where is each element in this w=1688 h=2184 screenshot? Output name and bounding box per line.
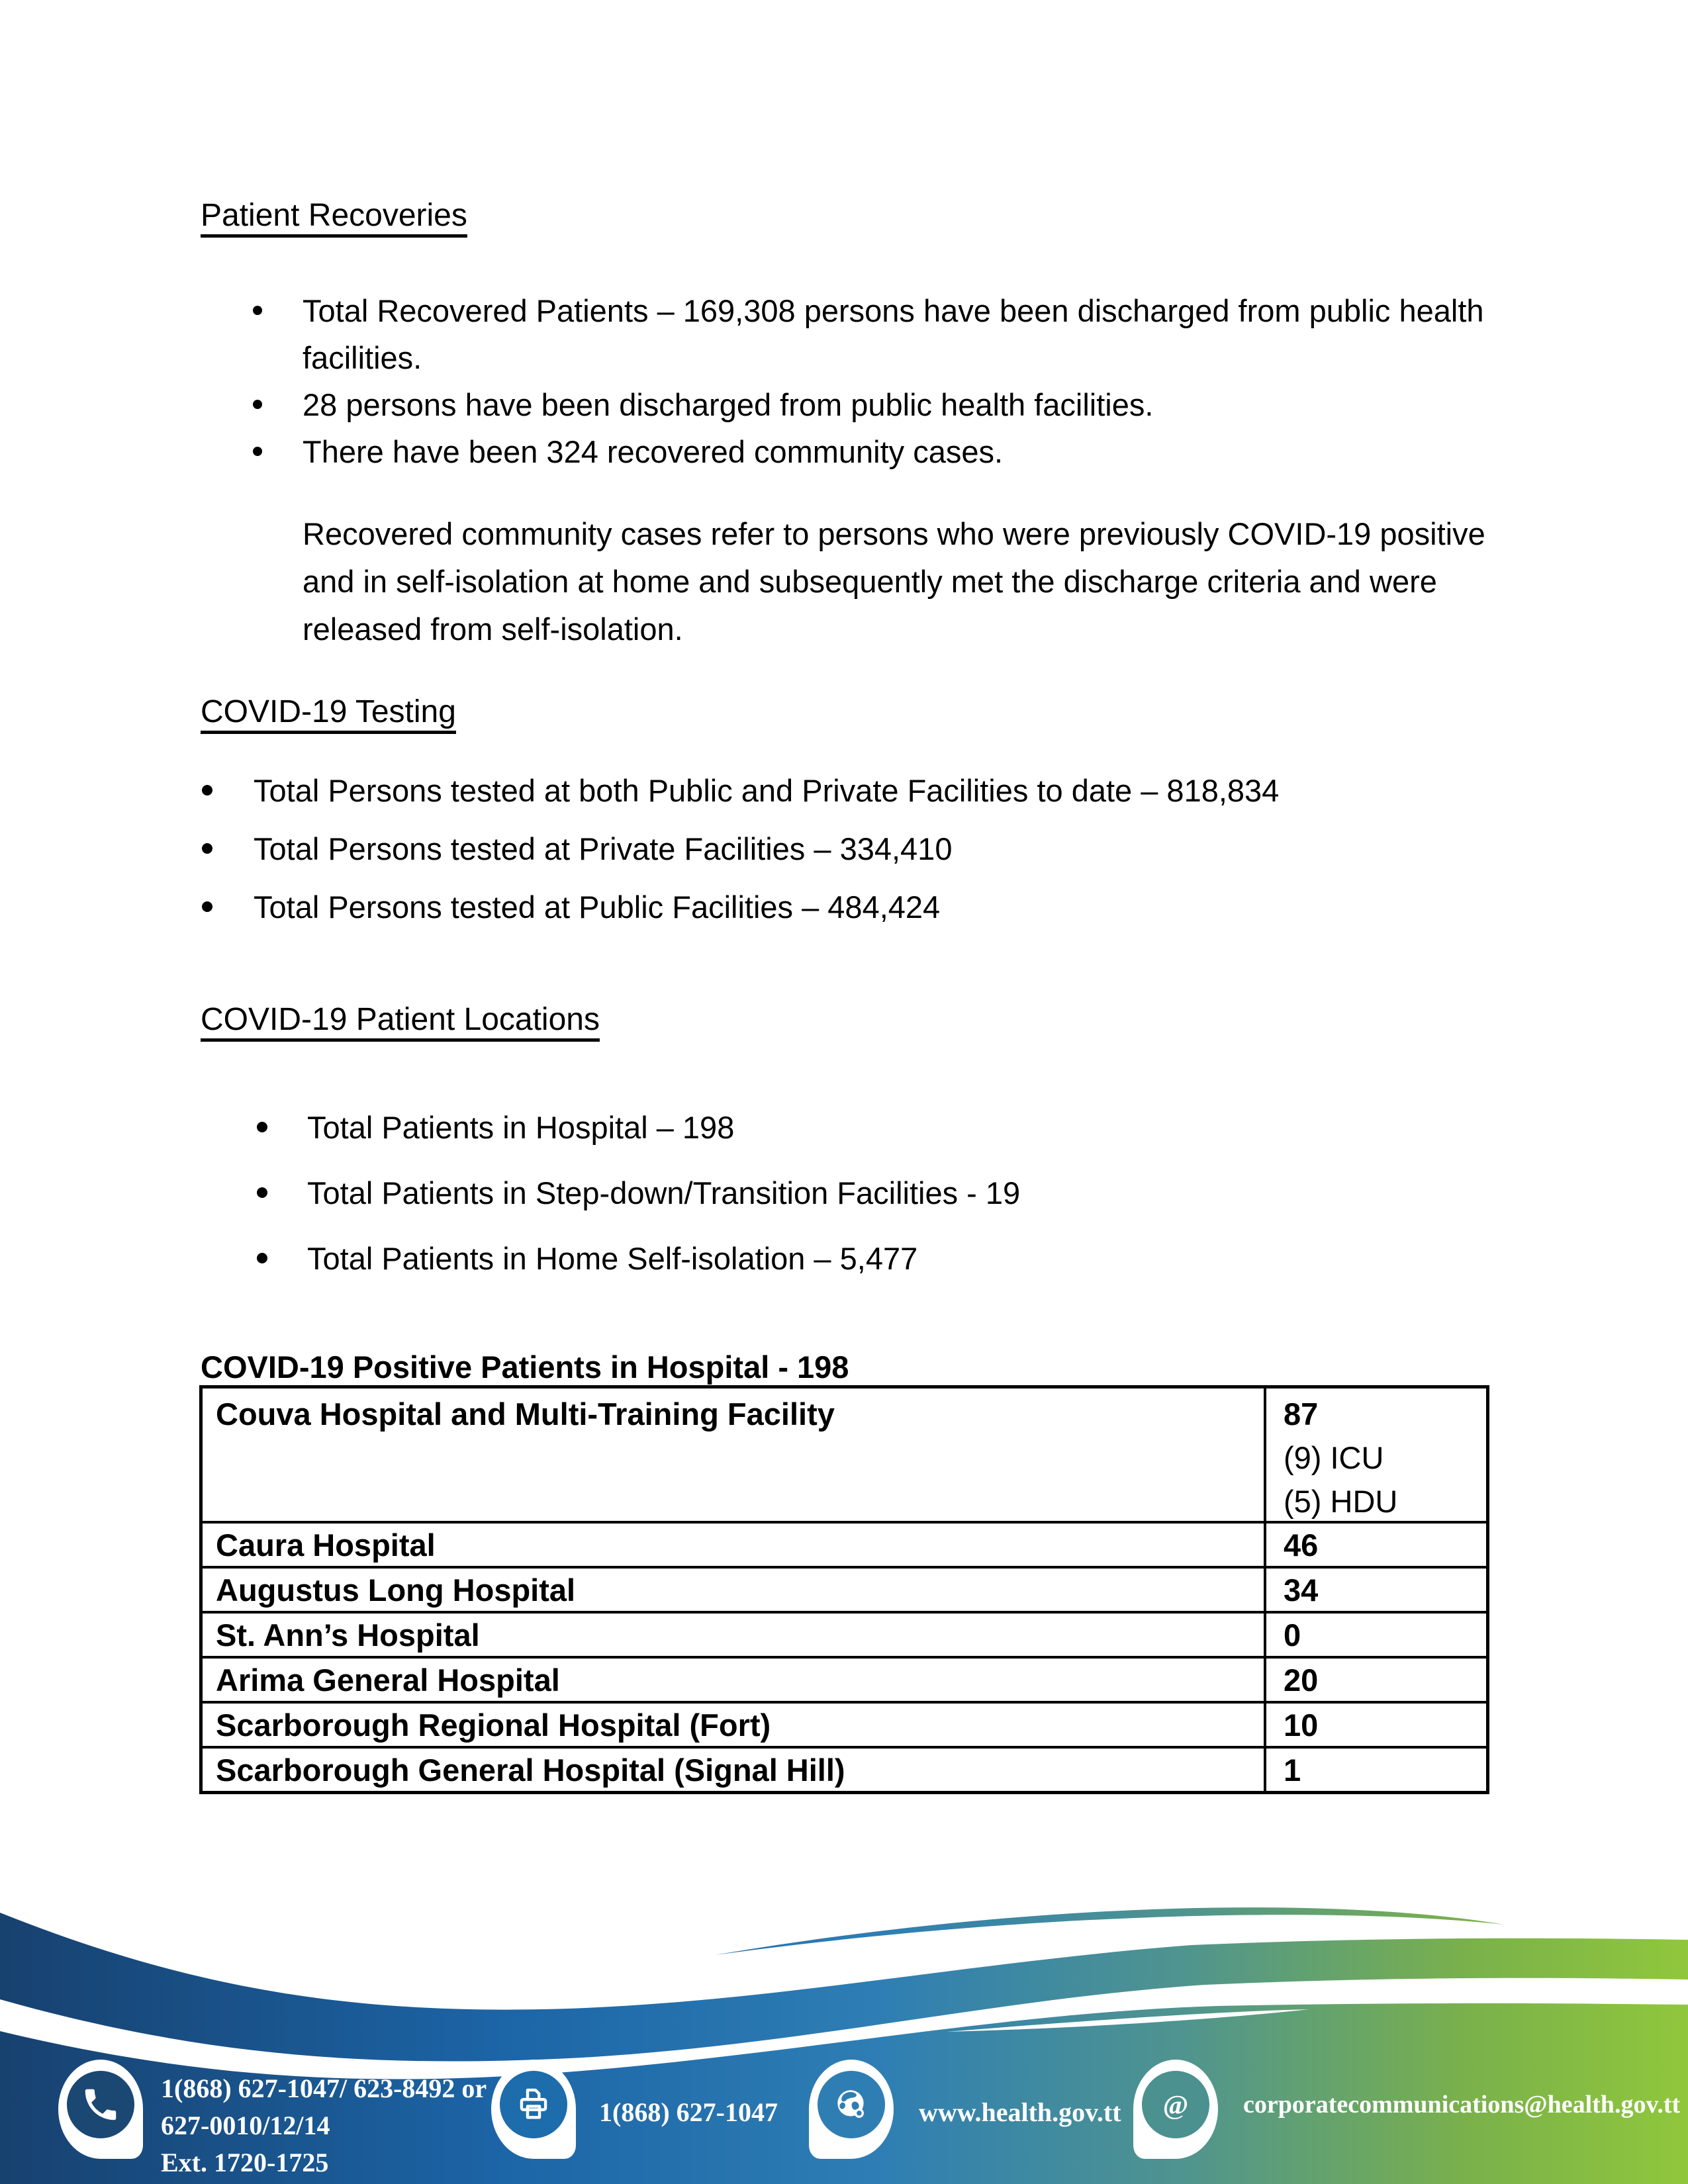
facility-cell: Scarborough General Hospital (Signal Hill): [203, 1749, 1266, 1791]
bullet-icon: [202, 843, 212, 854]
count-cell: 10: [1284, 1707, 1319, 1743]
bullet-icon: [257, 1187, 267, 1198]
facility-cell: Caura Hospital: [203, 1524, 1266, 1566]
table-row: [203, 1611, 1486, 1656]
globe-glyph: [831, 2084, 872, 2125]
bullet-text: Total Patients in Hospital – 198: [307, 1110, 735, 1145]
website-text: www.health.gov.tt: [919, 2097, 1121, 2127]
phone-handset-icon: [80, 2084, 121, 2125]
facility-cell: Arima General Hospital: [203, 1659, 1266, 1701]
phone-icon: [58, 2060, 143, 2159]
facility-cell: Scarborough Regional Hospital (Fort): [203, 1704, 1266, 1746]
hdu-detail: (5) HDU: [1284, 1484, 1398, 1519]
phone-line: Ext. 1720-1725: [161, 2148, 329, 2177]
phone-line: 627-0010/12/14: [161, 2111, 330, 2140]
facility-cell: St. Ann’s Hospital: [203, 1614, 1266, 1656]
hospital-table: [199, 1385, 1489, 1794]
bullet-text: Total Recovered Patients – 169,308 persons have been discharged from public health facilities.: [303, 293, 1484, 375]
at-glyph: [1155, 2084, 1196, 2125]
bullet-text: Total Patients in Step-down/Transition Facilities - 19: [307, 1175, 1021, 1210]
table-row: [203, 1656, 1486, 1701]
facility-cell: Augustus Long Hospital: [203, 1569, 1266, 1611]
table-row: [203, 1521, 1486, 1566]
table-row: [203, 1566, 1486, 1611]
count-cell: 46: [1284, 1527, 1319, 1563]
hospital-table-title: COVID-19 Positive Patients in Hospital - 198: [201, 1349, 849, 1385]
section-heading-patient-recoveries: Patient Recoveries: [201, 198, 467, 233]
count-cell: [1266, 1388, 1486, 1521]
list-item: [253, 428, 1544, 475]
bullet-text: Total Persons tested at Private Facilities – 334,410: [254, 831, 953, 866]
count-value: 87: [1284, 1396, 1319, 1432]
phone-line: 1(868) 627-1047/ 623-8492 or: [161, 2073, 487, 2103]
bullet-text: Total Persons tested at both Public and Private Facilities to date – 818,834: [254, 773, 1280, 808]
count-cell: 0: [1284, 1617, 1301, 1653]
bullet-icon: [257, 1122, 267, 1132]
fax-number-text: 1(868) 627-1047: [599, 2097, 778, 2127]
at-icon: [1133, 2060, 1218, 2159]
svg-text:@: @: [1162, 2089, 1189, 2120]
bullet-text: 28 persons have been discharged from public health facilities.: [303, 387, 1154, 422]
list-item: [257, 1235, 1548, 1283]
bullet-icon: [253, 447, 262, 456]
globe-icon: [809, 2060, 894, 2159]
bullet-icon: [253, 400, 262, 409]
list-item: [257, 1169, 1548, 1217]
count-cell: 34: [1284, 1572, 1319, 1608]
bullet-text: Total Persons tested at Public Facilities – 484,424: [254, 889, 941, 925]
bullet-icon: [202, 785, 212, 796]
section-heading-covid-testing: COVID-19 Testing: [201, 694, 456, 729]
list-item: [202, 884, 1526, 931]
recoveries-bullet-list: [253, 287, 1544, 475]
bullet-icon: [202, 901, 212, 912]
bullet-icon: [257, 1253, 267, 1263]
bullet-text: Total Patients in Home Self-isolation – 5,477: [307, 1241, 918, 1276]
table-row: [203, 1746, 1486, 1791]
list-item: [202, 767, 1526, 815]
bullet-text: There have been 324 recovered community cases.: [303, 434, 1004, 469]
icu-detail: (9) ICU: [1284, 1440, 1384, 1475]
locations-bullet-list: [257, 1104, 1548, 1300]
list-item: [257, 1104, 1548, 1152]
count-cell: 20: [1284, 1662, 1319, 1698]
recovered-cases-note: Recovered community cases refer to persons who were previously COVID-19 positive and in self-isolation at home and subsequently met the discharge criteria and were released from self-isolation.: [303, 516, 1485, 647]
section-heading-patient-locations: COVID-19 Patient Locations: [201, 1002, 600, 1037]
bullet-icon: [253, 306, 262, 315]
table-row: [203, 1701, 1486, 1746]
list-item: [253, 287, 1544, 381]
email-text: corporatecommunications@health.gov.tt: [1243, 2091, 1681, 2118]
table-row: [203, 1388, 1486, 1521]
fax-printer-icon: [513, 2084, 554, 2125]
facility-cell: Couva Hospital and Multi-Training Facility: [203, 1388, 1266, 1521]
count-cell: 1: [1284, 1752, 1301, 1788]
phone-numbers-text: [161, 2070, 487, 2181]
list-item: [202, 825, 1526, 873]
testing-bullet-list: [202, 767, 1526, 942]
list-item: [253, 381, 1544, 428]
fax-icon: [491, 2060, 576, 2159]
